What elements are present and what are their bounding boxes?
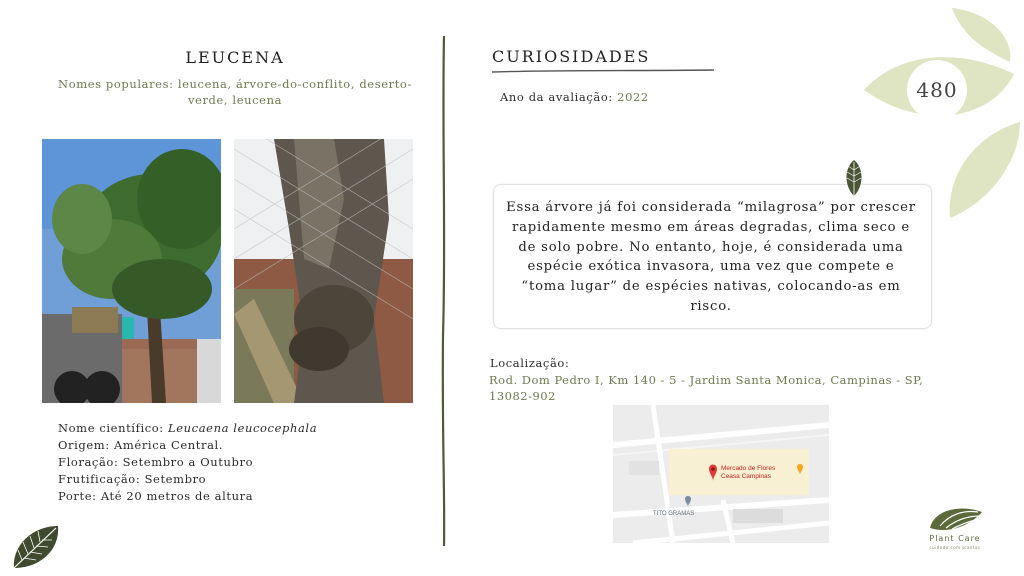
vertical-divider [440,36,448,546]
evaluation-year-value: 2022 [617,90,649,104]
scientific-name-label: Nome científico: [58,421,164,435]
brand-tagline: cuidado com plantas [929,545,981,550]
evaluation-year [500,90,649,104]
scientific-name-value: Leucaena leucocephala [168,421,318,435]
evaluation-year-label: Ano da avaliação: [500,90,613,104]
tree-photo [42,139,221,403]
popular-names [40,76,430,108]
map-place-label: Mercado de Flores Ceasa Campinas [721,465,776,480]
location-map[interactable] [613,405,829,543]
size-row: Porte: Até 20 metros de altura [58,489,254,503]
evaluation-number: 480 [916,78,958,102]
section-title: CURIOSIDADES [492,47,651,66]
brand-name: Plant Care [929,534,981,543]
scientific-name-row [58,420,317,437]
species-info [58,420,317,505]
curiosity-text: Essa árvore já foi considerada “milagrosa” por crescer rapidamente mesmo em áreas degradas, clima seco e de solo pobre. No entanto, hoje, é considerada uma espécie exótica invasora, uma vez que compete e “toma lugar” de espécies nativas, colocando-as em risco. [506,200,916,314]
origin-row: Origem: América Central. [58,438,224,452]
popular-names-value: leucena, árvore-do-conflito, deserto-verde, leucena [177,77,412,107]
flowering-row: Floração: Setembro a Outubro [58,455,254,469]
leaf-icon [10,522,62,570]
leaf-icon [842,158,866,198]
page-title: LEUCENA [185,48,285,67]
map-poi-label: TITO GRAMAS [653,511,695,517]
trunk-photo [234,139,413,403]
fruiting-row: Frutificação: Setembro [58,472,207,486]
popular-names-label: Nomes populares: [58,77,174,91]
title-underline [492,68,714,74]
location-address: Rod. Dom Pedro I, Km 140 - 5 - Jardim Santa Monica, Campinas - SP, 13082-902 [489,373,924,403]
location-label: Localização: [490,356,570,370]
